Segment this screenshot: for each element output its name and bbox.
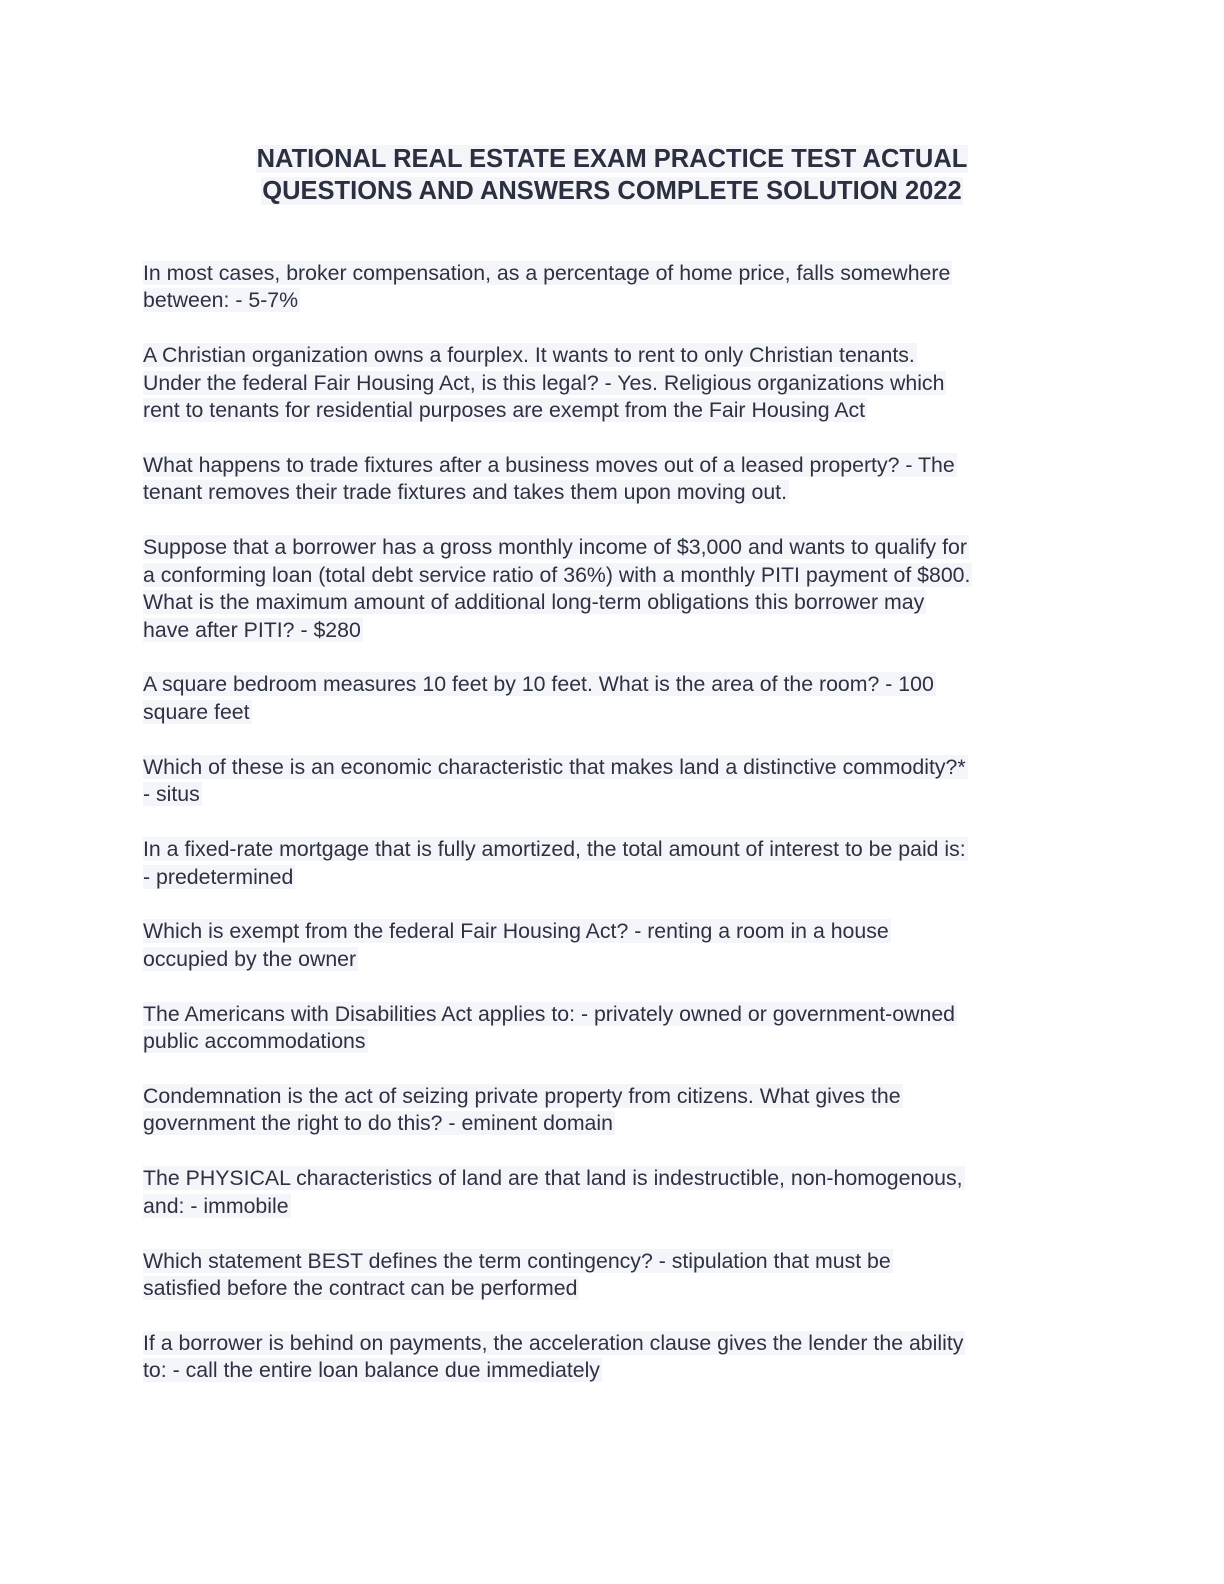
- qa-item: [143, 1165, 1073, 1220]
- qa-item: [143, 836, 1073, 891]
- qa-item: [143, 260, 1073, 315]
- qa-line: [143, 699, 1073, 726]
- qa-line: [143, 946, 1073, 973]
- qa-line: [143, 781, 1073, 808]
- document-title: [143, 143, 1081, 207]
- qa-line: [143, 342, 1073, 369]
- qa-line: [143, 1330, 1073, 1357]
- title-line: NATIONAL REAL ESTATE EXAM PRACTICE TEST ACTUAL: [256, 145, 968, 173]
- qa-item: [143, 671, 1073, 726]
- qa-line: [143, 534, 1073, 561]
- qa-line: [143, 617, 1073, 644]
- qa-line-text: occupied by the owner: [143, 946, 357, 971]
- qa-line: [143, 864, 1073, 891]
- qa-line-text: What happens to trade fixtures after a business moves out of a leased property? - The: [143, 453, 955, 478]
- qa-line: [143, 671, 1073, 698]
- qa-line-text: The PHYSICAL characteristics of land are that land is indestructible, non-homogenous,: [143, 1166, 963, 1191]
- qa-line-text: What is the maximum amount of additional long-term obligations this borrower may: [143, 590, 925, 615]
- qa-line-text: A square bedroom measures 10 feet by 10 feet. What is the area of the room? - 100: [143, 672, 934, 697]
- qa-line-text: a conforming loan (total debt service ratio of 36%) with a monthly PITI payment of $800.: [143, 562, 971, 587]
- qa-line: [143, 1357, 1073, 1384]
- qa-line-text: The Americans with Disabilities Act applies to: - privately owned or government-owned: [143, 1001, 956, 1026]
- qa-line: [143, 452, 1073, 479]
- qa-item: [143, 1001, 1073, 1056]
- qa-item: [143, 1248, 1073, 1303]
- qa-line: [143, 1001, 1073, 1028]
- qa-line-text: Suppose that a borrower has a gross monthly income of $3,000 and wants to qualify for: [143, 535, 967, 560]
- qa-line: [143, 589, 1073, 616]
- qa-line-text: to: - call the entire loan balance due immediately: [143, 1358, 600, 1383]
- qa-line-text: public accommodations: [143, 1029, 366, 1054]
- qa-line-text: square feet: [143, 699, 250, 724]
- qa-line: [143, 836, 1073, 863]
- qa-line-text: government the right to do this? - eminent domain: [143, 1111, 613, 1136]
- qa-line: [143, 1083, 1073, 1110]
- qa-line-text: Which of these is an economic characteristic that makes land a distinctive commodity?*: [143, 754, 966, 779]
- qa-line: [143, 562, 1073, 589]
- qa-line: [143, 260, 1073, 287]
- qa-line-text: Under the federal Fair Housing Act, is this legal? - Yes. Religious organizations which: [143, 370, 945, 395]
- qa-line-text: If a borrower is behind on payments, the acceleration clause gives the lender the ability: [143, 1330, 964, 1355]
- qa-line: [143, 1275, 1073, 1302]
- qa-line-text: In a fixed-rate mortgage that is fully amortized, the total amount of interest to be paid is:: [143, 837, 966, 862]
- qa-line: [143, 479, 1073, 506]
- qa-line-text: Condemnation is the act of seizing private property from citizens. What gives the: [143, 1084, 901, 1109]
- qa-line-text: Which is exempt from the federal Fair Housing Act? - renting a room in a house: [143, 919, 889, 944]
- qa-line-text: Which statement BEST defines the term contingency? - stipulation that must be: [143, 1248, 891, 1273]
- qa-line: [143, 1028, 1073, 1055]
- qa-item: [143, 918, 1073, 973]
- qa-line-text: rent to tenants for residential purposes are exempt from the Fair Housing Act: [143, 398, 866, 423]
- qa-line: [143, 1248, 1073, 1275]
- qa-item: [143, 342, 1073, 424]
- qa-line: [143, 287, 1073, 314]
- qa-line: [143, 754, 1073, 781]
- qa-item: [143, 1083, 1073, 1138]
- qa-line-text: A Christian organization owns a fourplex. It wants to rent to only Christian tenants.: [143, 343, 915, 368]
- qa-line: [143, 1110, 1073, 1137]
- qa-line-text: - situs: [143, 782, 200, 807]
- qa-line-text: between: - 5-7%: [143, 288, 299, 313]
- qa-line: [143, 1165, 1073, 1192]
- qa-line: [143, 370, 1073, 397]
- qa-line-text: tenant removes their trade fixtures and takes them upon moving out.: [143, 480, 787, 505]
- title-line: QUESTIONS AND ANSWERS COMPLETE SOLUTION 2022: [262, 177, 962, 205]
- qa-line-text: In most cases, broker compensation, as a percentage of home price, falls somewhere: [143, 261, 951, 285]
- qa-item: [143, 1330, 1073, 1385]
- qa-item: [143, 754, 1073, 809]
- qa-line: [143, 918, 1073, 945]
- qa-line-text: and: - immobile: [143, 1193, 289, 1218]
- qa-line: [143, 1193, 1073, 1220]
- qa-line-text: satisfied before the contract can be performed: [143, 1276, 578, 1301]
- qa-line-text: - predetermined: [143, 864, 294, 889]
- qa-item: [143, 452, 1073, 507]
- question-answer-list: [143, 260, 1073, 1412]
- qa-line-text: have after PITI? - $280: [143, 617, 361, 642]
- qa-line: [143, 397, 1073, 424]
- qa-item: [143, 534, 1073, 644]
